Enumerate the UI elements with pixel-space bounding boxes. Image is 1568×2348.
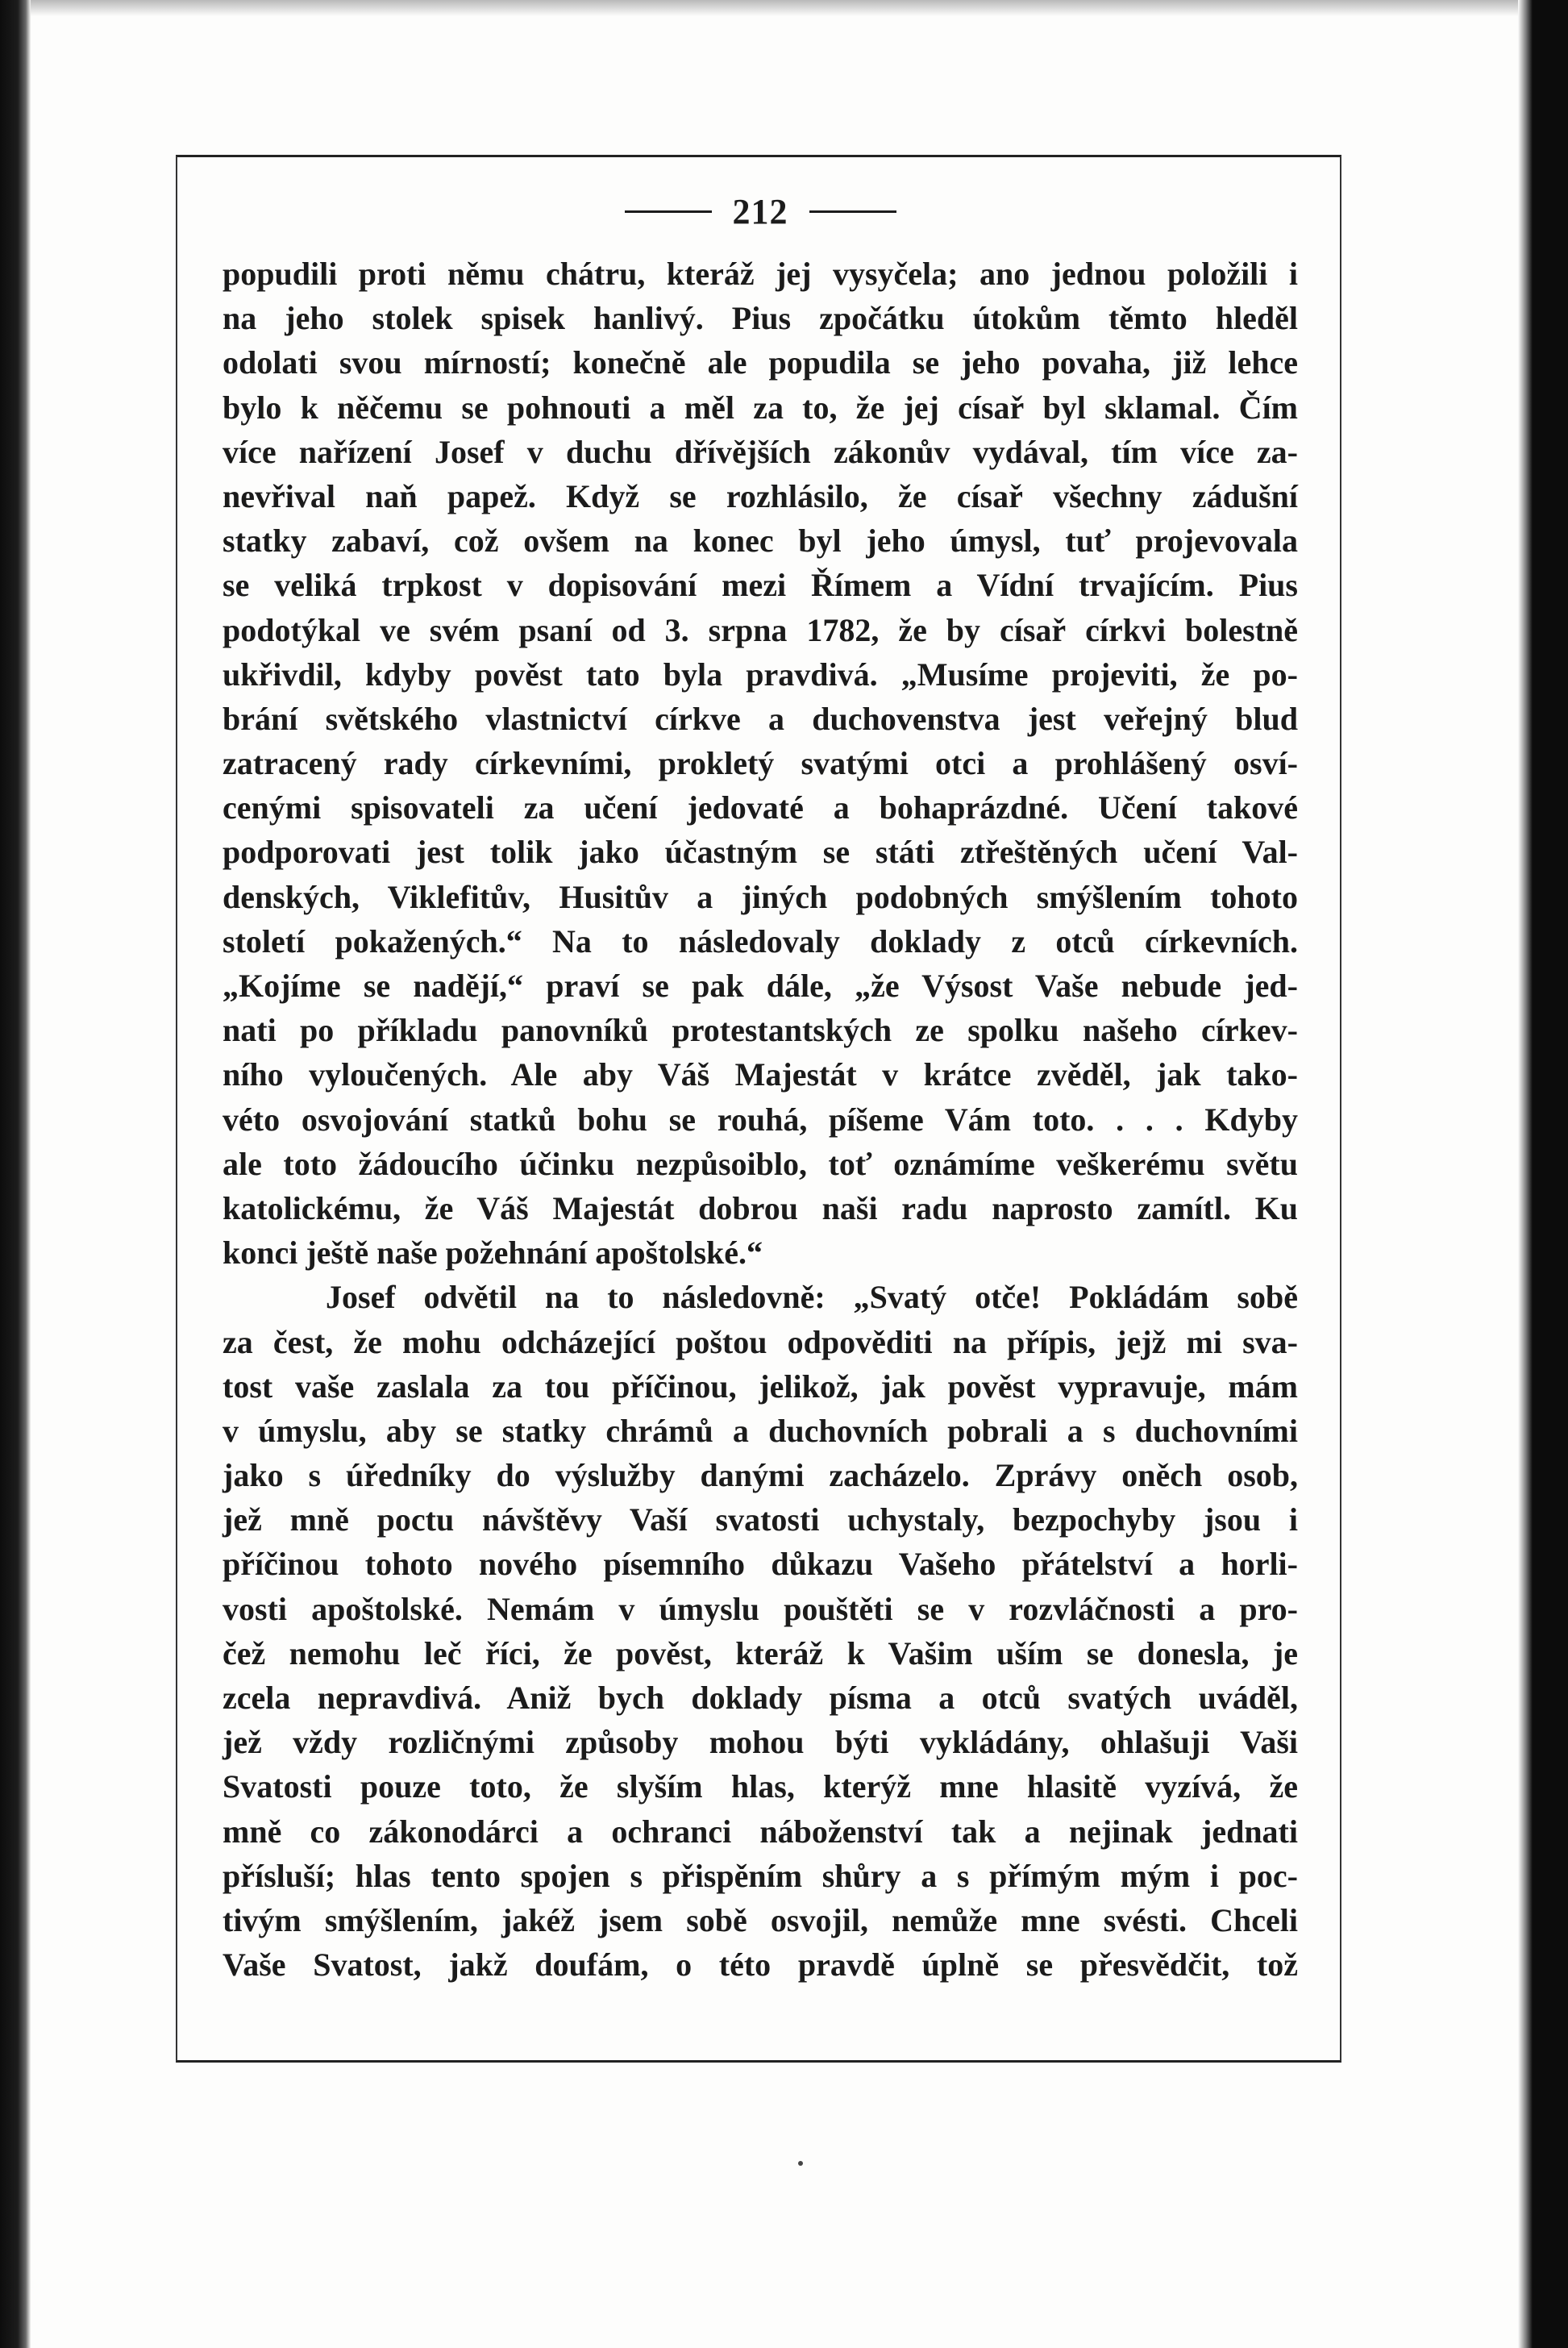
text-line: více nařízení Josef v duchu dřívějších zákonův vydával, tím více za- [223,433,1298,470]
paragraph-start-line: Josef odvětil na to následovně: „Svatý otče! Pokládám sobě [326,1279,1298,1316]
scan-right-edge [1518,0,1568,2348]
text-line: denských, Viklefitův, Husitův a jiných podobných smýšlením tohoto [223,878,1298,915]
paper-speck [798,2161,803,2166]
text-line: podporovati jest tolik jako účastným se státi ztřeštěných učení Val- [223,834,1298,871]
paragraph-end-line: konci ještě naše požehnání apoštolské.“ [223,1234,763,1272]
scan-left-edge [0,0,31,2348]
text-line: zcela nepravdivá. Aniž bych doklady písma a otců svatých uváděl, [223,1680,1298,1716]
header-rule-left [625,210,712,213]
text-line: „Kojíme se nadějí,“ praví se pak dále, „že Výsost Vaše nebude jed- [223,968,1298,1004]
text-line: Vaše Svatost, jakž doufám, o této pravdě úplně se přesvědčit, tož [223,1946,1298,1984]
text-line: ukřivdil, kdyby pověst tato byla pravdivá. „Musíme projeviti, že po- [223,656,1298,693]
page-number: 212 [732,191,788,231]
scan-top-edge [0,0,1568,16]
text-line: jež vždy rozličnými způsoby mohou býti vykládány, ohlašuji Vaši [223,1724,1298,1761]
text-line: odolati svou mírností; konečně ale popudila se jeho povaha, již lehce [223,344,1298,381]
text-line: příčinou tohoto nového písemního důkazu Vašeho přátelství a horli- [223,1546,1298,1583]
text-line: brání světského vlastnictví církve a duchovenstva jest veřejný blud [223,700,1298,737]
text-line: bylo k něčemu se pohnouti a měl za to, že jej císař byl sklamal. Čím [223,389,1298,426]
body-text [223,252,1298,1987]
text-line: zatracený rady církevními, prokletý svatými otci a prohlášený osví- [223,745,1298,782]
text-line: nevřival naň papež. Když se rozhlásilo, že císař všechny zádušní [223,477,1298,514]
text-line: popudili proti němu chátru, kteráž jej vysyčela; ano jednou položili i [223,256,1298,292]
text-line: na jeho stolek spisek hanlivý. Pius zpočátku útokům těmto hleděl [223,300,1298,337]
text-line: v úmyslu, aby se statky chrámů a duchovních pobrali a s duchovními [223,1412,1298,1449]
text-line: podotýkal ve svém psaní od 3. srpna 1782, že by císař církvi bolestně [223,611,1298,648]
text-line: véto osvojování statků bohu se rouhá, píšeme Vám toto. . . . Kdyby [223,1101,1298,1138]
text-line: za čest, že mohu odcházející poštou odpověditi na přípis, jejž mi sva- [223,1323,1298,1360]
text-line: čež nemohu leč říci, že pověst, kteráž k Vašim uším se donesla, je [223,1634,1298,1671]
text-line: Svatosti pouze toto, že slyším hlas, kterýž mne hlasitě vyzívá, že [223,1768,1298,1805]
text-line: katolickému, že Váš Majestát dobrou naši radu naprosto zamítl. Ku [223,1189,1298,1226]
text-line: tost vaše zaslala za tou příčinou, jelikož, jak pověst vypravuje, mám [223,1368,1298,1405]
text-line: cenými spisovateli za učení jedovaté a bohaprázdné. Učení takové [223,789,1298,826]
text-line: nati po příkladu panovníků protestantských ze spolku našeho církev- [223,1012,1298,1049]
page-header [223,187,1298,235]
text-line: jež mně poctu návštěvy Vaší svatosti uchystaly, bezpochyby jsou i [223,1501,1298,1538]
text-line: statky zabaví, což ovšem na konec byl jeho úmysl, tuť projevovala [223,522,1298,560]
text-line: jako s úředníky do výslužby danými zacházelo. Zprávy oněch osob, [223,1457,1298,1494]
text-line: století pokažených.“ Na to následovaly doklady z otců církevních. [223,922,1298,960]
text-line: přísluší; hlas tento spojen s přispěním shůry a s přímým mým i poc- [223,1857,1298,1894]
text-line: tivým smýšlením, jakéž jsem sobě osvojil, nemůže mne svésti. Chceli [223,1901,1298,1938]
text-line: se veliká trpkost v dopisování mezi Římem a Vídní trvajícím. Pius [223,567,1298,604]
text-line: ního vyloučených. Ale aby Váš Majestát v krátce zvěděl, jak tako- [223,1056,1298,1093]
text-line: vosti apoštolské. Nemám v úmyslu pouštěti se v rozvláčnosti a pro- [223,1590,1298,1627]
text-line: mně co zákonodárci a ochranci náboženství tak a nejinak jednati [223,1813,1298,1850]
header-rule-right [809,210,896,213]
text-line: ale toto žádoucího účinku nezpůsoiblo, toť oznámíme veškerému světu [223,1145,1298,1182]
